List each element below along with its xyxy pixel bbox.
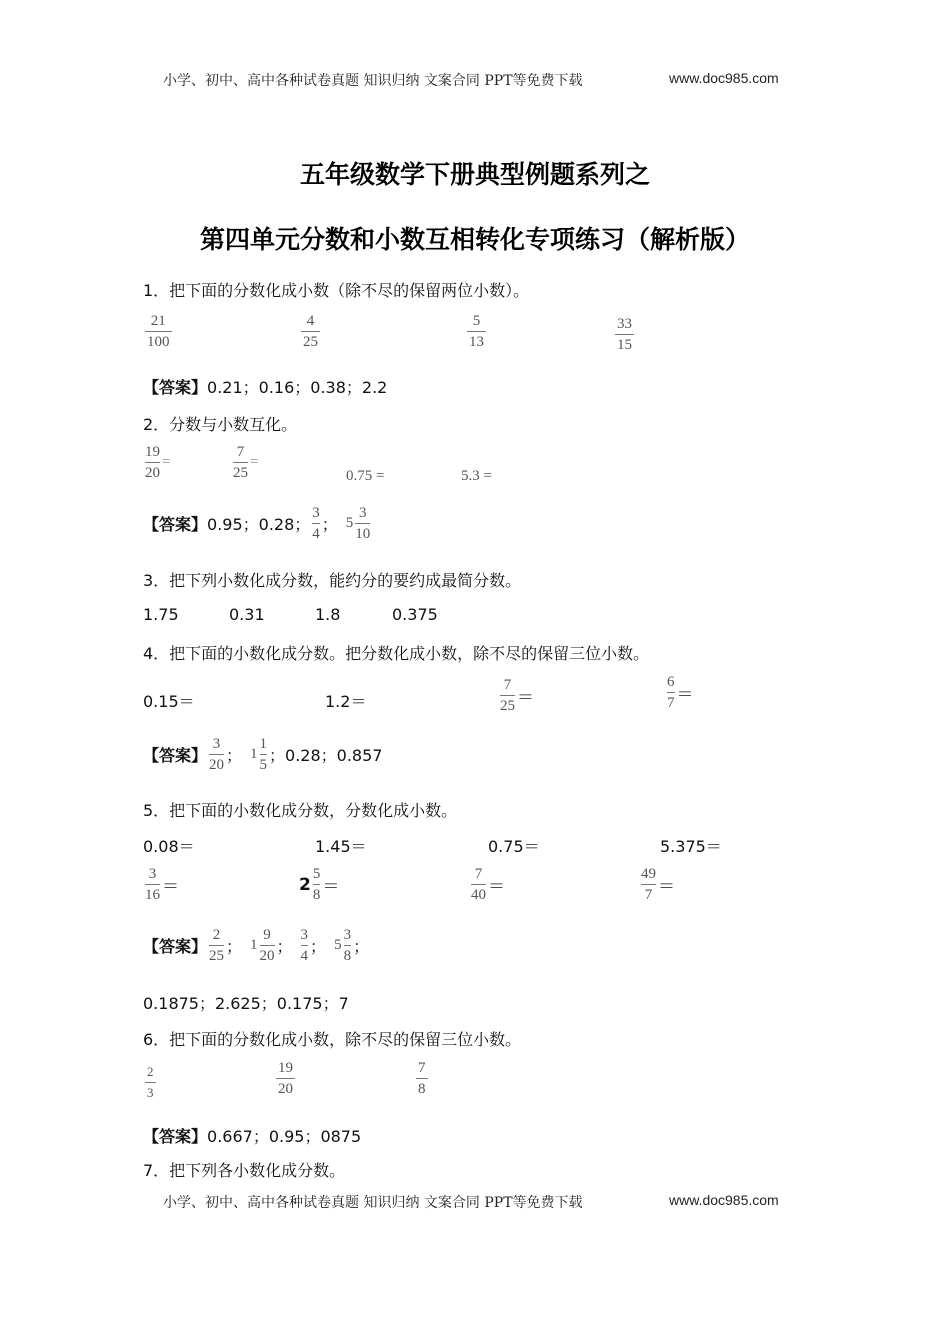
question-7-text: 7．把下列各小数化成分数。	[143, 1161, 346, 1180]
q5-row1-item-1: 0.08＝	[143, 837, 195, 856]
q5-row2-item-3: $\frac{7}{40}$ ＝	[471, 866, 505, 903]
q3-item-1: 1.75	[143, 605, 179, 624]
q4-item-2: 1.2＝	[325, 692, 367, 711]
q5-row1-item-3: 0.75＝	[488, 837, 540, 856]
q1-answer: 【答案】0.21；0.16；0.38；2.2	[143, 378, 388, 397]
q3-item-2: 0.31	[229, 605, 265, 624]
q1-fraction-2: 4 25	[303, 313, 318, 350]
q6-fraction-2: 19 20	[278, 1060, 293, 1097]
header-tagline: 小学、初中、高中各种试卷真题 知识归纳 文案合同 PPT等免费下载	[163, 73, 583, 89]
q6-fraction-1: 2 3	[147, 1064, 154, 1100]
q4-item-1: 0.15＝	[143, 692, 195, 711]
question-3-text: 3．把下列小数化成分数，能约分的要约成最简分数。	[143, 571, 522, 590]
question-2-text: 2．分数与小数互化。	[143, 415, 298, 434]
q2-item-3: 0.75 =	[346, 468, 385, 484]
question-6-text: 6．把下面的分数化成小数，除不尽的保留三位小数。	[143, 1030, 522, 1049]
q4-item-3: $\frac{7}{25}$ ＝	[500, 677, 534, 714]
footer-url[interactable]: www.doc985.com	[669, 1192, 779, 1208]
question-5-text: 5．把下面的小数化成分数，分数化成小数。	[143, 801, 458, 820]
q6-fraction-3: 7 8	[418, 1060, 426, 1097]
q2-item-4: 5.3 =	[461, 468, 492, 484]
q3-item-4: 0.375	[392, 605, 438, 624]
q1-fraction-3: 5 13	[469, 313, 484, 350]
q2-item-2: $\frac{7}{25}$ =	[233, 444, 259, 481]
q5-row2-item-2: 2 $\frac{5}{8}$ ＝	[299, 866, 340, 903]
q5-answer-line-1: 【答案】 $\frac{2}{25}$ ； 1 $\frac{9}{20}$ ； $\frac{3}{4}$ ； 5 $\frac{3}{8}$ ；	[143, 927, 370, 964]
question-1-text: 1．把下面的分数化成小数（除不尽的保留两位小数）。	[143, 281, 530, 300]
q5-row2-item-1: $\frac{3}{16}$ ＝	[145, 866, 179, 903]
q6-answer: 【答案】0.667；0.95；0875	[143, 1127, 362, 1146]
q5-answer-line-2: 0.1875；2.625；0.175；7	[143, 994, 349, 1013]
footer-tagline: 小学、初中、高中各种试卷真题 知识归纳 文案合同 PPT等免费下载	[163, 1195, 583, 1211]
q5-row1-item-2: 1.45＝	[315, 837, 367, 856]
q1-fraction-1: 21 100	[147, 313, 170, 350]
q4-item-4: $\frac{6}{7}$ ＝	[667, 674, 694, 711]
q5-row2-item-4: $\frac{49}{7}$ ＝	[641, 866, 675, 903]
page-subtitle: 第四单元分数和小数互相转化专项练习（解析版）	[199, 225, 750, 254]
answer-label: 【答案】	[143, 378, 208, 397]
header-url[interactable]: www.doc985.com	[669, 70, 779, 86]
question-4-text: 4．把下面的小数化成分数。把分数化成小数，除不尽的保留三位小数。	[143, 644, 650, 663]
q3-item-3: 1.8	[315, 605, 341, 624]
q1-fraction-4: 33 15	[617, 316, 632, 353]
q5-row1-item-4: 5.375＝	[660, 837, 722, 856]
q2-item-1: $\frac{19}{20}$ =	[145, 444, 171, 481]
q2-answer: 【答案】 0.95；0.28； $\frac{3}{4}$ ； 5 $\frac{3}{10}$	[143, 505, 371, 542]
page-title: 五年级数学下册典型例题系列之	[299, 160, 650, 189]
q4-answer: 【答案】 $\frac{3}{20}$ ； 1 $\frac{1}{5}$ ；0.28；0.857	[143, 736, 383, 773]
